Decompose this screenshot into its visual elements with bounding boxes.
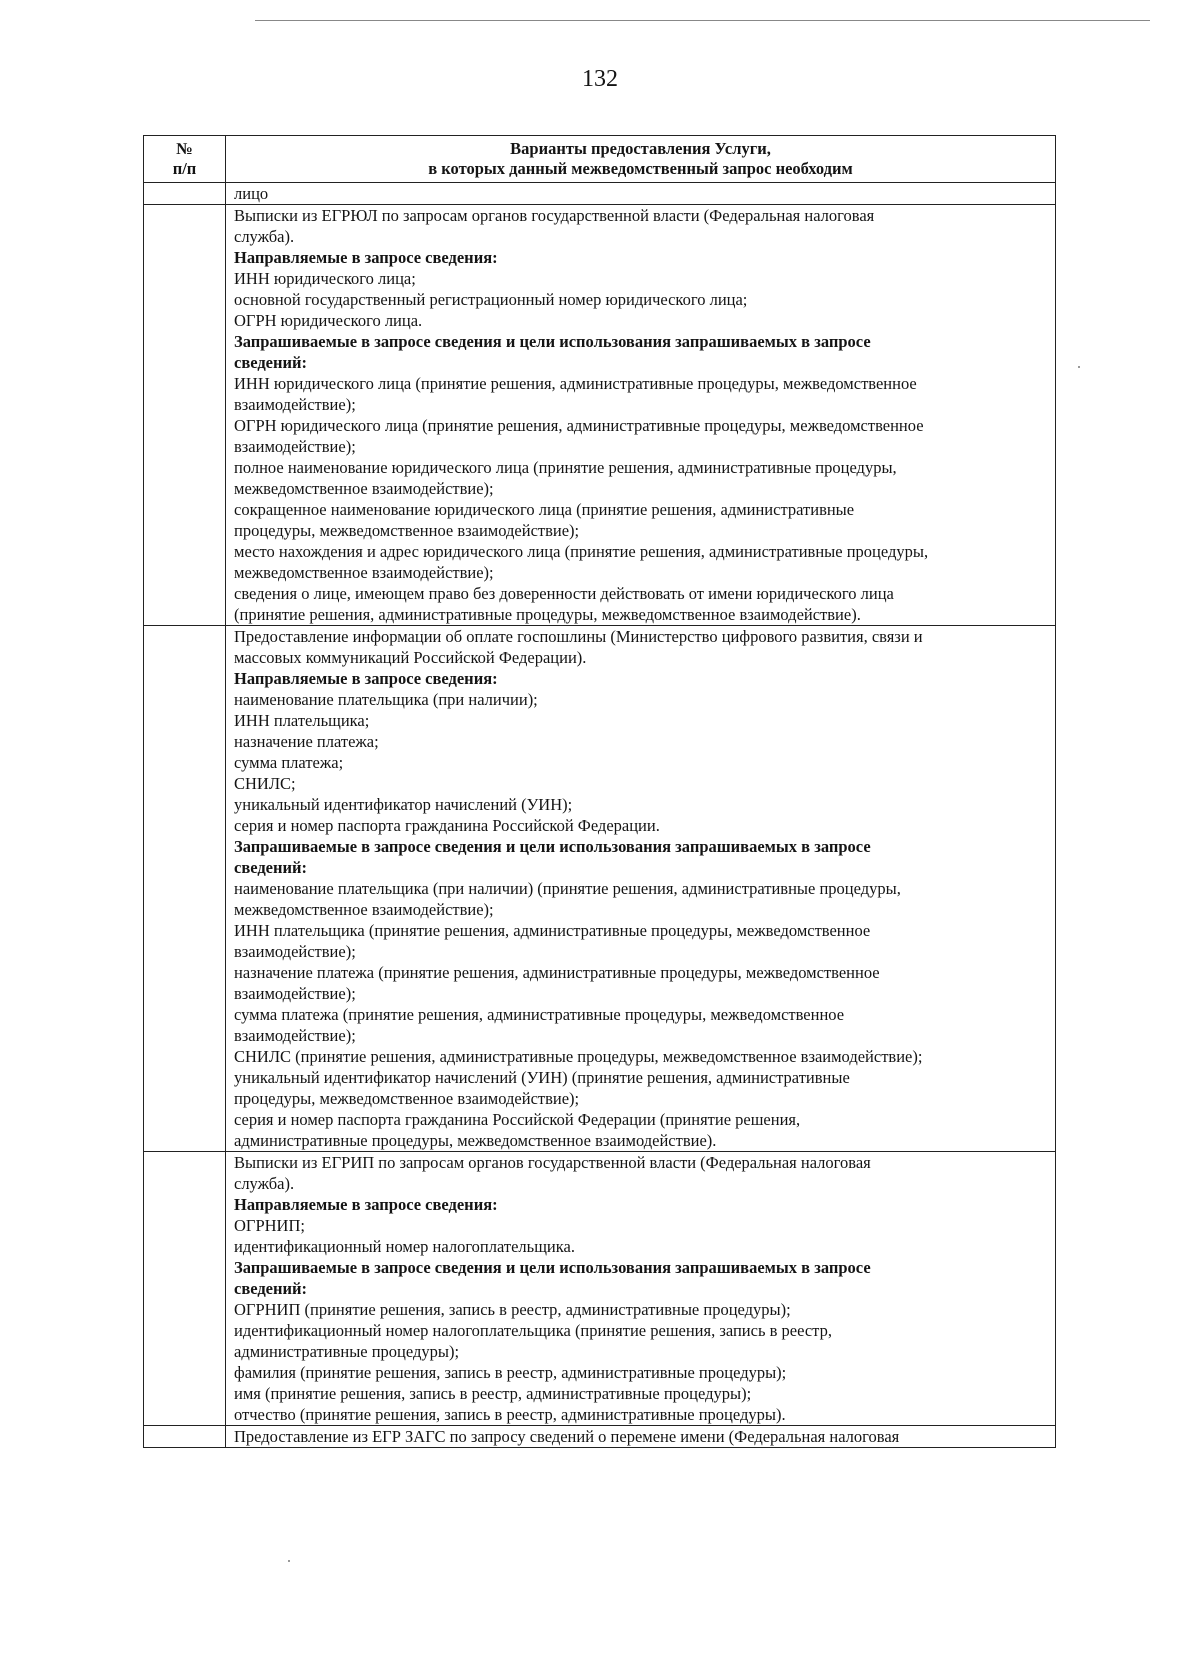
- header-number-line2: п/п: [172, 159, 197, 178]
- text-line: основной государственный регистрационный номер юридического лица;: [234, 290, 748, 309]
- text-line: ИНН юридического лица (принятие решения, административные процедуры, межведомственное: [234, 374, 917, 393]
- text-line: уникальный идентификатор начислений (УИН) (принятие решения, административные: [234, 1068, 850, 1087]
- text-line: сумма платежа;: [234, 753, 344, 772]
- text-line: ОГРНИП (принятие решения, запись в реестр, административные процедуры);: [234, 1300, 791, 1319]
- row-number-cell: [144, 626, 226, 1152]
- text-line: взаимодействие);: [234, 1026, 356, 1045]
- text-line: ИНН юридического лица;: [234, 269, 416, 288]
- text-line: ОГРН юридического лица (принятие решения, административные процедуры, межведомственное: [234, 416, 924, 435]
- table-row: [144, 1426, 1056, 1448]
- row-number-cell: [144, 205, 226, 626]
- text-line: межведомственное взаимодействие);: [234, 900, 494, 919]
- table-header-row: [144, 136, 1056, 183]
- row-text-cell: [226, 1152, 1056, 1426]
- row-text-cell: [226, 626, 1056, 1152]
- table-body: [144, 183, 1056, 1448]
- scan-speck: [288, 1560, 290, 1562]
- text-line: (принятие решения, административные процедуры, межведомственное взаимодействие).: [234, 605, 861, 624]
- text-line: Предоставление информации об оплате госпошлины (Министерство цифрового развития, связи и: [234, 627, 923, 646]
- section-heading-line: сведений:: [234, 1279, 308, 1298]
- text-line: взаимодействие);: [234, 942, 356, 961]
- text-line: взаимодействие);: [234, 984, 356, 1003]
- section-heading-line: Направляемые в запросе сведения:: [234, 1195, 498, 1214]
- row-text-cell: [226, 1426, 1056, 1448]
- top-rule: [255, 20, 1150, 21]
- text-line: служба).: [234, 1174, 295, 1193]
- text-line: ИНН плательщика (принятие решения, административные процедуры, межведомственное: [234, 921, 871, 940]
- text-line: уникальный идентификатор начислений (УИН);: [234, 795, 573, 814]
- section-heading-line: сведений:: [234, 858, 308, 877]
- text-line: полное наименование юридического лица (принятие решения, административные процедуры,: [234, 458, 897, 477]
- table-row: [144, 183, 1056, 205]
- text-line: наименование плательщика (при наличии) (принятие решения, административные процедуры,: [234, 879, 901, 898]
- section-heading-line: сведений:: [234, 353, 308, 372]
- table-row: [144, 626, 1056, 1152]
- text-line: процедуры, межведомственное взаимодействие);: [234, 521, 580, 540]
- row-number-cell: [144, 1152, 226, 1426]
- text-line: массовых коммуникаций Российской Федерации).: [234, 648, 587, 667]
- text-line: ОГРНИП;: [234, 1216, 305, 1235]
- text-line: взаимодействие);: [234, 437, 356, 456]
- text-line: Предоставление из ЕГР ЗАГС по запросу сведений о перемене имени (Федеральная налоговая: [234, 1427, 900, 1446]
- text-line: лицо: [234, 184, 269, 203]
- section-heading-line: Направляемые в запросе сведения:: [234, 669, 498, 688]
- text-line: взаимодействие);: [234, 395, 356, 414]
- row-text-cell: [226, 183, 1056, 205]
- header-title-line2: в которых данный межведомственный запрос необходим: [428, 159, 853, 178]
- text-line: назначение платежа;: [234, 732, 379, 751]
- row-number-cell: [144, 1426, 226, 1448]
- text-line: сведения о лице, имеющем право без доверенности действовать от имени юридического лица: [234, 584, 894, 603]
- table-row: [144, 205, 1056, 626]
- section-heading-line: Направляемые в запросе сведения:: [234, 248, 498, 267]
- text-line: назначение платежа (принятие решения, административные процедуры, межведомственное: [234, 963, 880, 982]
- text-line: СНИЛС;: [234, 774, 296, 793]
- text-line: Выписки из ЕГРЮЛ по запросам органов государственной власти (Федеральная налоговая: [234, 206, 875, 225]
- text-line: сумма платежа (принятие решения, административные процедуры, межведомственное: [234, 1005, 845, 1024]
- scan-speck: [1078, 366, 1080, 368]
- text-line: сокращенное наименование юридического лица (принятие решения, административные: [234, 500, 855, 519]
- row-number-cell: [144, 183, 226, 205]
- text-line: имя (принятие решения, запись в реестр, административные процедуры);: [234, 1384, 752, 1403]
- text-line: наименование плательщика (при наличии);: [234, 690, 538, 709]
- header-number-line1: №: [176, 139, 193, 158]
- text-line: служба).: [234, 227, 295, 246]
- text-line: ОГРН юридического лица.: [234, 311, 423, 330]
- text-line: межведомственное взаимодействие);: [234, 563, 494, 582]
- text-line: процедуры, межведомственное взаимодействие);: [234, 1089, 580, 1108]
- text-line: место нахождения и адрес юридического лица (принятие решения, административные процедуры,: [234, 542, 929, 561]
- services-table: [143, 135, 1056, 1448]
- row-text-cell: [226, 205, 1056, 626]
- section-heading-line: Запрашиваемые в запросе сведения и цели использования запрашиваемых в запросе: [234, 837, 871, 856]
- text-line: идентификационный номер налогоплательщика (принятие решения, запись в реестр,: [234, 1321, 832, 1340]
- text-line: Выписки из ЕГРИП по запросам органов государственной власти (Федеральная налоговая: [234, 1153, 871, 1172]
- text-line: СНИЛС (принятие решения, административные процедуры, межведомственное взаимодействие);: [234, 1047, 923, 1066]
- text-line: межведомственное взаимодействие);: [234, 479, 494, 498]
- text-line: фамилия (принятие решения, запись в реестр, административные процедуры);: [234, 1363, 787, 1382]
- text-line: отчество (принятие решения, запись в реестр, административные процедуры).: [234, 1405, 786, 1424]
- header-title-cell: [226, 136, 1056, 183]
- text-line: серия и номер паспорта гражданина Российской Федерации (принятие решения,: [234, 1110, 801, 1129]
- text-line: ИНН плательщика;: [234, 711, 370, 730]
- header-title-line1: Варианты предоставления Услуги,: [510, 139, 771, 158]
- text-line: серия и номер паспорта гражданина Российской Федерации.: [234, 816, 660, 835]
- text-line: административные процедуры);: [234, 1342, 460, 1361]
- page-number: 132: [582, 66, 618, 92]
- section-heading-line: Запрашиваемые в запросе сведения и цели использования запрашиваемых в запросе: [234, 332, 871, 351]
- text-line: идентификационный номер налогоплательщика.: [234, 1237, 575, 1256]
- table-row: [144, 1152, 1056, 1426]
- text-line: административные процедуры, межведомственное взаимодействие).: [234, 1131, 717, 1150]
- header-number-cell: [144, 136, 226, 183]
- section-heading-line: Запрашиваемые в запросе сведения и цели использования запрашиваемых в запросе: [234, 1258, 871, 1277]
